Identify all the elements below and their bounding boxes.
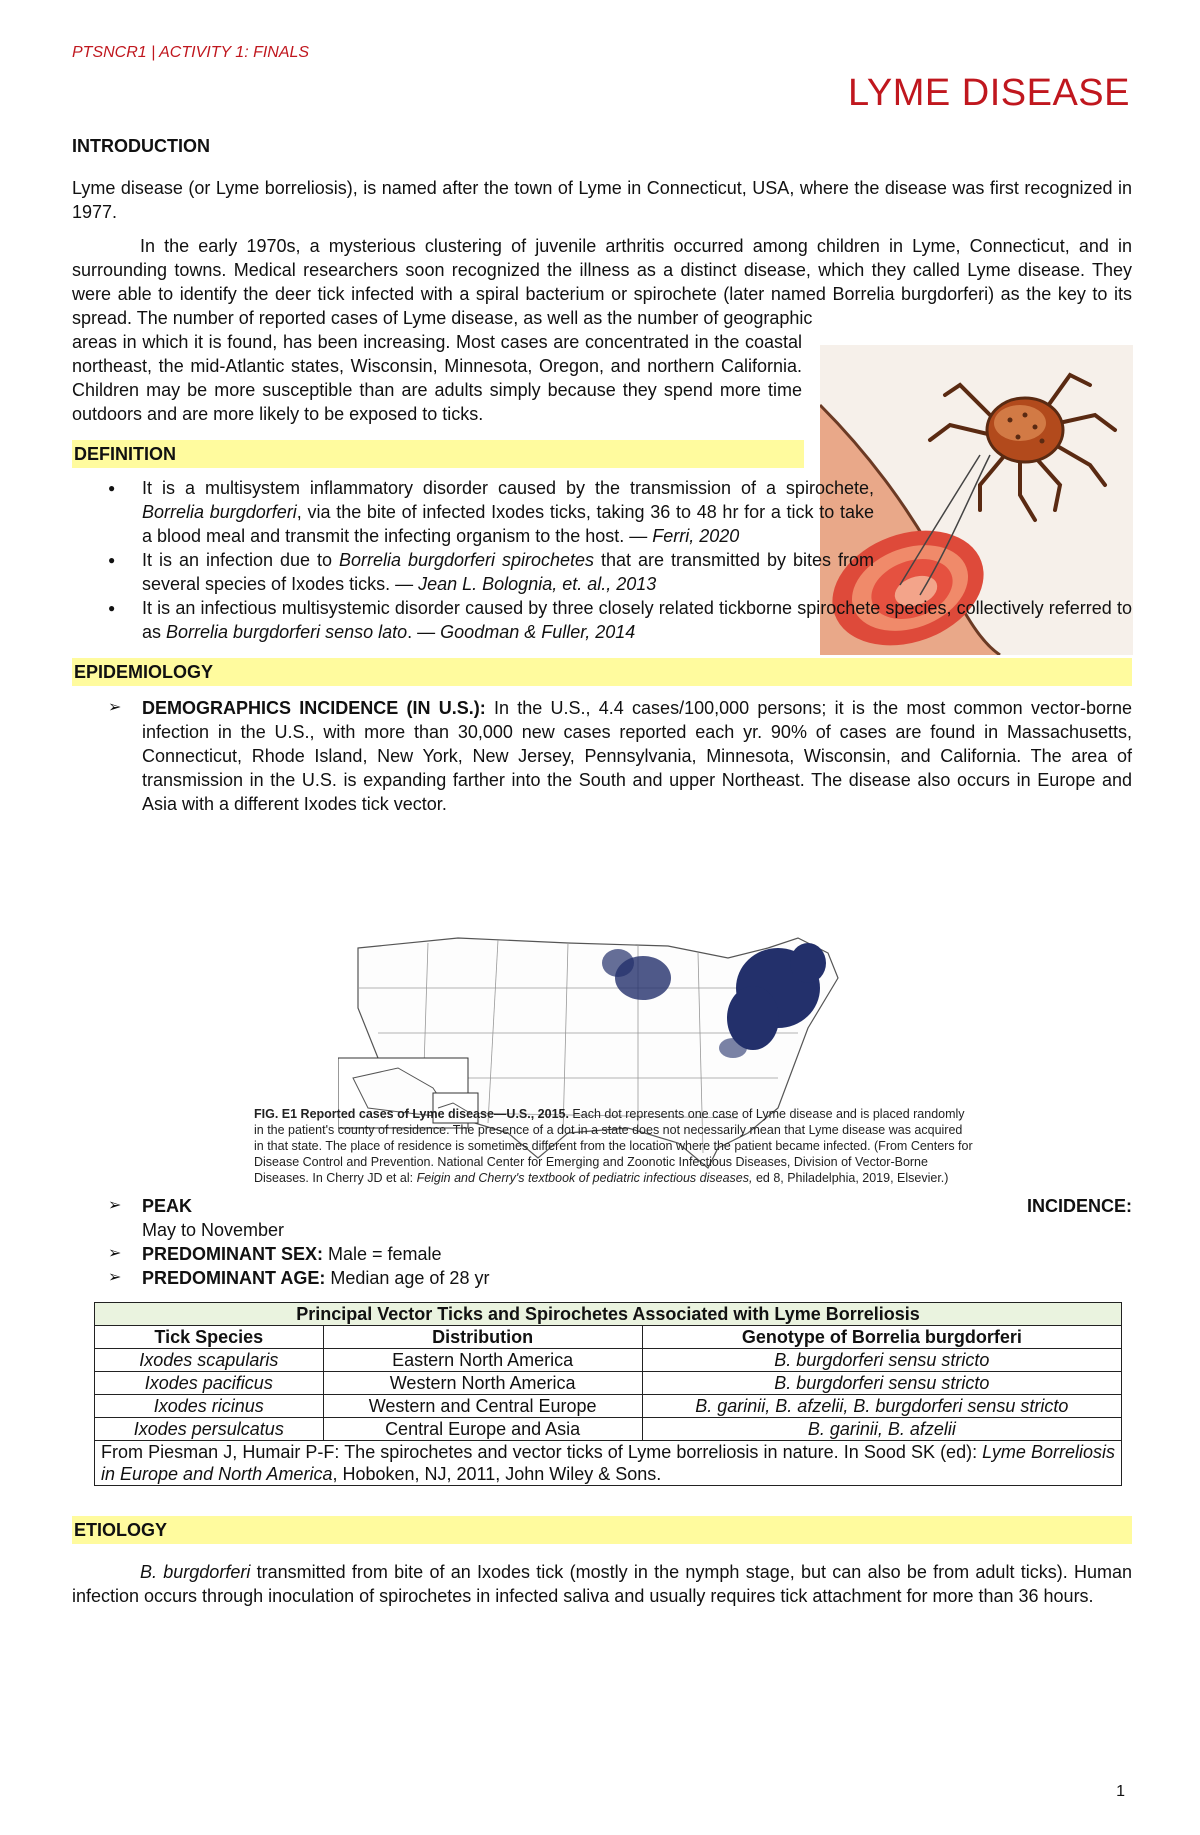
table-header: Tick Species <box>95 1326 324 1349</box>
age-item: ➢ PREDOMINANT AGE: Median age of 28 yr <box>72 1266 1132 1290</box>
table-header: Distribution <box>323 1326 642 1349</box>
table-caption: Principal Vector Ticks and Spirochetes Associated with Lyme Borreliosis <box>95 1303 1122 1326</box>
intro-paragraph-2b: areas in which it is found, has been increasing. Most cases are concentrated in the coastal northeast, the mid-Atlantic states, Wisconsin, Minnesota, Oregon, and northern California. Children may be more susceptible than are adults simply because they spend more time outdoors and are more likely to be exposed to ticks. <box>72 332 802 424</box>
page-number: 1 <box>1116 1783 1125 1800</box>
epidemiology-list-3 <box>72 1242 1132 1290</box>
peak-item: ➢ PEAK INCIDENCE: <box>72 1194 1132 1218</box>
definition-item: ● It is an infection due to Borrelia burgdorferi spirochetes that are transmitted by bites from several species of Ixodes ticks. — Jean L. Bolognia, et. al., 2013 <box>72 548 874 596</box>
intro-heading: INTRODUCTION <box>72 136 210 156</box>
table-header: Genotype of Borrelia burgdorferi <box>642 1326 1121 1349</box>
demographics-item: ➢ DEMOGRAPHICS INCIDENCE (IN U.S.): In the U.S., 4.4 cases/100,000 persons; it is the most common vector-borne infection in the U.S., with more than 30,000 new cases reported each yr. 90% of cases are found in Massachusetts, Connecticut, Rhode Island, New York, New Jersey, Pennsylvania, Minnesota, Wisconsin, and California. The area of transmission in the U.S. is expanding farther into the South and upper Northeast. The disease also occurs in Europe and Asia with a different Ixodes tick vector. <box>72 696 1132 816</box>
table-source: From Piesman J, Humair P-F: The spirochetes and vector ticks of Lyme borreliosis in nature. In Sood SK (ed): Lyme Borreliosis in Europe and North America, Hoboken, NJ, 2011, John Wiley & Sons. <box>95 1441 1122 1486</box>
table-row: Ixodes pacificus Western North America B. burgdorferi sensu stricto <box>95 1372 1122 1395</box>
definition-list <box>72 476 1132 644</box>
intro-paragraph-1: Lyme disease (or Lyme borreliosis), is named after the town of Lyme in Connecticut, USA, where the disease was first recognized in 1977. <box>72 178 1132 222</box>
page-content <box>72 134 1132 1608</box>
peak-text: May to November <box>142 1220 285 1240</box>
table-row: Ixodes scapularis Eastern North America B. burgdorferi sensu stricto <box>95 1349 1122 1372</box>
definition-heading: DEFINITION <box>72 440 804 468</box>
definition-item: ● It is an infectious multisystemic disorder caused by three closely related tickborne spirochete species, collectively referred to as Borrelia burgdorferi senso lato. — Goodman & Fuller, 2014 <box>72 596 1132 644</box>
map-caption: FIG. E1 Reported cases of Lyme disease—U.S., 2015. Each dot represents one case of Lyme disease and is placed randomly in the patient's county of residence. The presence of a dot in a state does not necessarily mean that Lyme disease was acquired in that state. The place of residence is sometimes different from the location where the patient became infected. (From Centers for Disease Control and Prevention. National Center for Emerging and Zoonotic Infectious Diseases, Division of Vector-Borne Diseases. In Cherry JD et al: Feigin and Cherry's textbook of pediatric infectious diseases, ed 8, Philadelphia, 2019, Elsevier.) <box>254 1107 973 1185</box>
definition-item: ● It is a multisystem inflammatory disorder caused by the transmission of a spirochete, Borrelia burgdorferi, via the bite of infected Ixodes ticks, taking 36 to 48 hr for a tick to take a blood meal and transmit the infecting organism to the host. — Ferri, 2020 <box>72 476 874 548</box>
table-row: Ixodes persulcatus Central Europe and Asia B. garinii, B. afzelii <box>95 1418 1122 1441</box>
map-spacer <box>72 816 1132 1106</box>
epidemiology-list <box>72 696 1132 816</box>
sex-item: ➢ PREDOMINANT SEX: Male = female <box>72 1242 1132 1266</box>
course-header: PTSNCR1 | ACTIVITY 1: FINALS <box>72 44 310 61</box>
page-title: LYME DISEASE <box>848 72 1130 114</box>
table-row: Ixodes ricinus Western and Central Europe B. garinii, B. afzelii, B. burgdorferi sensu stricto <box>95 1395 1122 1418</box>
epidemiology-list-2 <box>72 1194 1132 1218</box>
etiology-paragraph: B. burgdorferi transmitted from bite of an Ixodes tick (mostly in the nymph stage, but can also be from adult ticks). Human infection occurs through inoculation of spirochetes in infected saliva and usually requires tick attachment for more than 36 hours. <box>72 1562 1132 1606</box>
epidemiology-heading: EPIDEMIOLOGY <box>72 658 1132 686</box>
intro-paragraph-2a: In the early 1970s, a mysterious clustering of juvenile arthritis occurred among children in Lyme, Connecticut, and in surrounding towns. Medical researchers soon recognized the illness as a distinct disease, which they called Lyme disease. They were able to identify the deer tick infected with a spiral bacterium or spirochete (later named Borrelia burgdorferi) as the key to its spread. The number of reported cases of Lyme disease, as well as the number of geographic <box>72 236 1132 328</box>
etiology-heading: ETIOLOGY <box>72 1516 1132 1544</box>
vector-table <box>94 1302 1122 1486</box>
